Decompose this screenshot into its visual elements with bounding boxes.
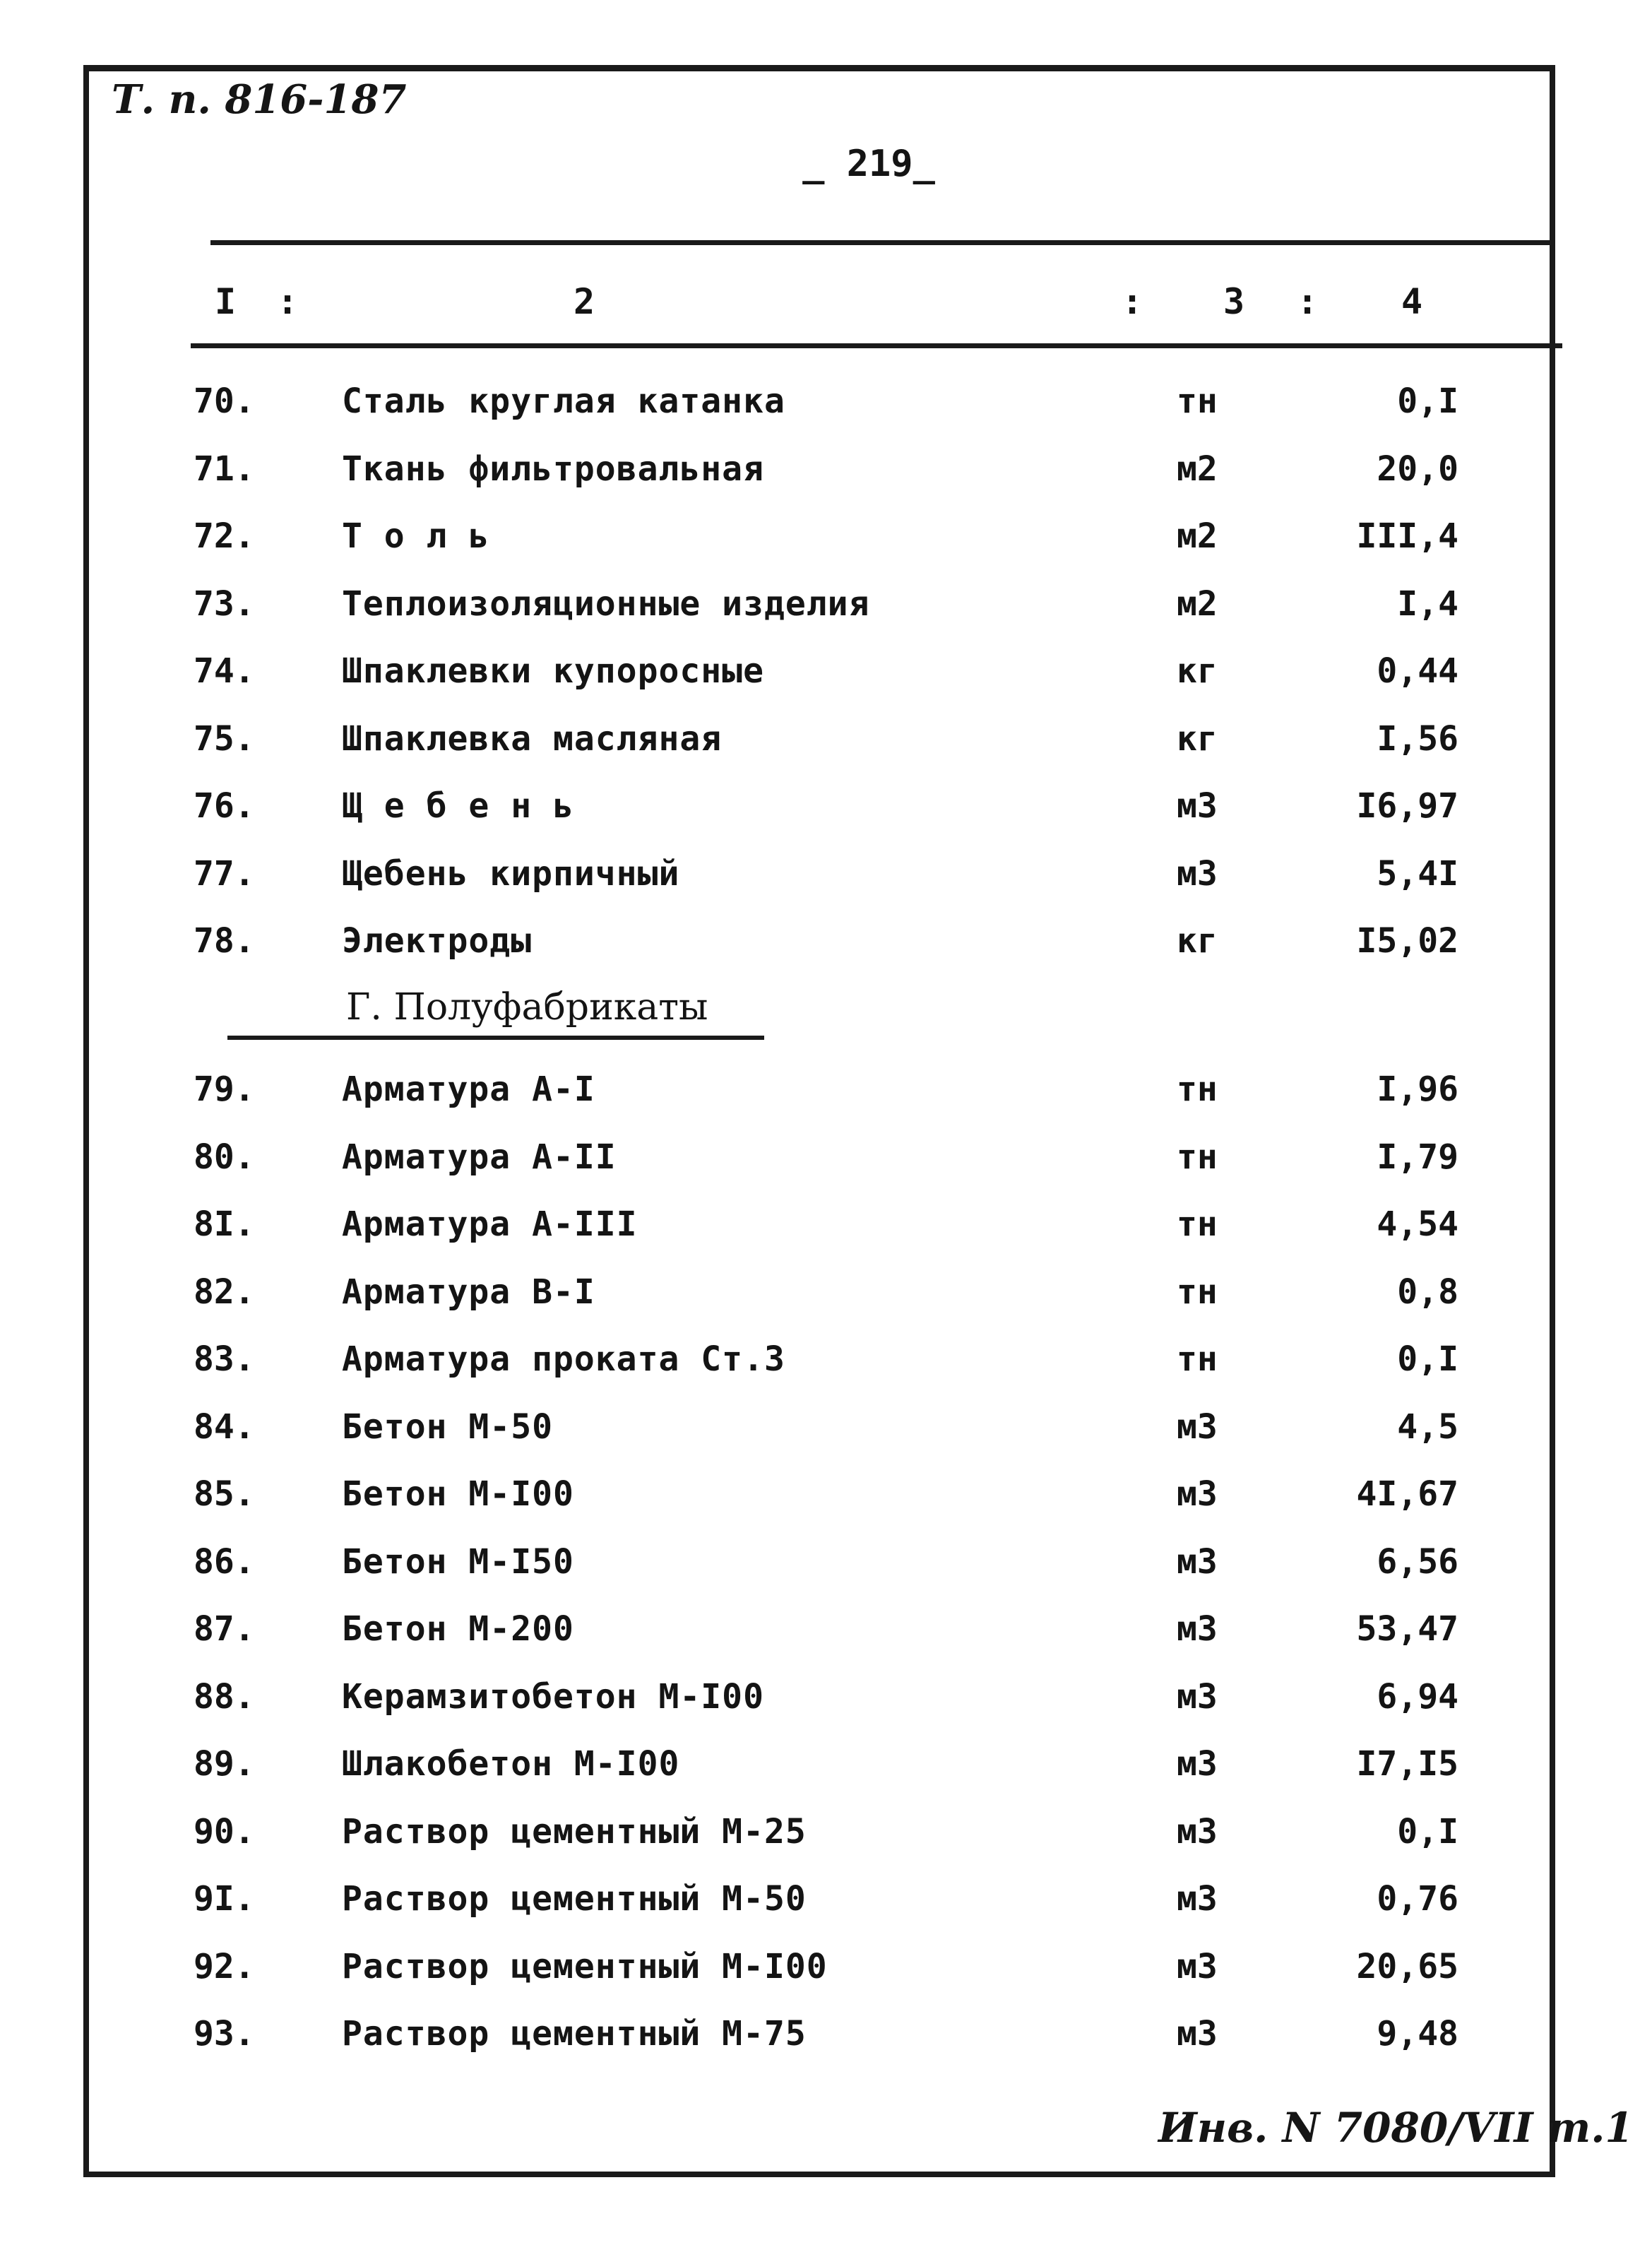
row-unit: м2 — [1177, 584, 1218, 624]
row-unit: м3 — [1177, 1406, 1218, 1447]
row-name: Электроды — [342, 921, 533, 961]
row-name: Бетон М-I50 — [342, 1541, 574, 1582]
row-unit: м3 — [1177, 1474, 1218, 1514]
row-unit: м3 — [1177, 1879, 1218, 1919]
row-quantity: 20,0 — [1377, 449, 1458, 489]
row-name: Теплоизоляционные изделия — [342, 584, 870, 624]
row-name: Керамзитобетон М-I00 — [342, 1676, 764, 1717]
row-unit: м3 — [1177, 786, 1218, 826]
table-row — [0, 584, 1652, 648]
table-row — [0, 1947, 1652, 2010]
row-name: Бетон М-I00 — [342, 1474, 574, 1514]
row-unit: кг — [1177, 718, 1218, 759]
table-row — [0, 1137, 1652, 1201]
row-name: Арматура А-II — [342, 1137, 617, 1177]
section-title: Г. Полуфабрикаты — [346, 986, 708, 1029]
row-number: 72. — [194, 516, 255, 556]
table-row — [0, 1474, 1652, 1538]
row-quantity: I5,02 — [1356, 921, 1458, 961]
row-quantity: 4,5 — [1397, 1406, 1458, 1447]
document-code: Т. п. 816-187 — [112, 76, 407, 123]
row-number: 71. — [194, 449, 255, 489]
col-header-3: 3 — [1223, 281, 1245, 322]
row-unit: м3 — [1177, 853, 1218, 894]
row-name: Арматура В-I — [342, 1272, 595, 1312]
table-row — [0, 1879, 1652, 1943]
row-number: 84. — [194, 1406, 255, 1447]
row-number: 73. — [194, 584, 255, 624]
row-name: Шпаклевка масляная — [342, 718, 723, 759]
row-quantity: 9,48 — [1377, 2014, 1458, 2054]
table-row — [0, 651, 1652, 715]
row-name: Бетон М-50 — [342, 1406, 553, 1447]
table-row — [0, 381, 1652, 445]
table-row — [0, 1070, 1652, 1133]
row-number: 92. — [194, 1946, 255, 1986]
row-quantity: I,79 — [1377, 1137, 1458, 1177]
row-quantity: 0,76 — [1377, 1879, 1458, 1919]
table-row — [0, 786, 1652, 850]
row-number: 90. — [194, 1811, 255, 1852]
row-unit: м3 — [1177, 2014, 1218, 2054]
table-row — [0, 1272, 1652, 1336]
row-number: 88. — [194, 1676, 255, 1717]
table-row — [0, 719, 1652, 783]
table-row — [0, 516, 1652, 580]
row-number: 9I. — [194, 1879, 255, 1919]
table-row — [0, 921, 1652, 985]
table-header-rule — [191, 343, 1562, 348]
row-quantity: 4,54 — [1377, 1204, 1458, 1244]
row-unit: тн — [1177, 1070, 1218, 1109]
row-quantity: I,96 — [1377, 1070, 1458, 1109]
row-name: Сталь круглая катанка — [342, 381, 785, 421]
row-quantity: 53,47 — [1356, 1609, 1458, 1649]
row-number: 74. — [194, 651, 255, 691]
row-quantity: 6,94 — [1377, 1676, 1458, 1717]
row-number: 80. — [194, 1137, 255, 1177]
row-name: Ткань фильтровальная — [342, 449, 764, 489]
row-unit: кг — [1177, 921, 1218, 961]
row-unit: м2 — [1177, 516, 1218, 556]
section-underline — [227, 1036, 764, 1040]
col-separator: : — [1122, 281, 1143, 322]
row-number: 83. — [194, 1339, 255, 1379]
row-unit: м3 — [1177, 1744, 1218, 1784]
row-unit: тн — [1177, 1272, 1218, 1312]
row-quantity: 6,56 — [1377, 1541, 1458, 1582]
table-row — [0, 1407, 1652, 1471]
row-quantity: 0,I — [1397, 1811, 1458, 1852]
row-unit: тн — [1177, 1339, 1218, 1379]
row-unit: м3 — [1177, 1946, 1218, 1986]
row-number: 70. — [194, 381, 255, 421]
table-row — [0, 1339, 1652, 1403]
table-row — [0, 2014, 1652, 2078]
table-row — [0, 1744, 1652, 1808]
row-quantity: 0,I — [1397, 1339, 1458, 1379]
row-name: Щебень кирпичный — [342, 853, 680, 894]
row-unit: м2 — [1177, 449, 1218, 489]
row-name: Бетон М-200 — [342, 1609, 574, 1649]
row-name: Шлакобетон М-I00 — [342, 1744, 680, 1784]
row-number: 75. — [194, 718, 255, 759]
row-unit: тн — [1177, 1137, 1218, 1177]
row-number: 76. — [194, 786, 255, 826]
col-separator: : — [1297, 281, 1319, 322]
row-quantity: 5,4I — [1377, 853, 1458, 894]
row-quantity: I7,I5 — [1356, 1744, 1458, 1784]
table-row — [0, 1812, 1652, 1876]
row-number: 85. — [194, 1474, 255, 1514]
row-quantity: III,4 — [1356, 516, 1458, 556]
row-unit: тн — [1177, 1204, 1218, 1244]
row-number: 89. — [194, 1744, 255, 1784]
row-number: 86. — [194, 1541, 255, 1582]
row-unit: м3 — [1177, 1811, 1218, 1852]
row-quantity: 0,8 — [1397, 1272, 1458, 1312]
row-number: 78. — [194, 921, 255, 961]
table-row — [0, 1204, 1652, 1268]
row-name: Раствор цементный М-50 — [342, 1879, 807, 1919]
row-number: 93. — [194, 2014, 255, 2054]
table-top-rule — [210, 240, 1555, 245]
col-separator: : — [277, 281, 299, 322]
row-unit: м3 — [1177, 1676, 1218, 1717]
col-header-1: I — [215, 281, 237, 322]
row-number: 79. — [194, 1070, 255, 1109]
row-quantity: I6,97 — [1356, 786, 1458, 826]
table-row — [0, 1542, 1652, 1606]
row-name: Раствор цементный М-25 — [342, 1811, 807, 1852]
row-quantity: 0,44 — [1377, 651, 1458, 691]
row-unit: тн — [1177, 381, 1218, 421]
inventory-note: Инв. N 7080/VII т.1 — [1158, 2104, 1634, 2152]
row-quantity: 20,65 — [1356, 1946, 1458, 1986]
page-number: _ 219_ — [802, 143, 935, 185]
col-header-4: 4 — [1401, 281, 1423, 322]
row-name: Арматура проката Ст.3 — [342, 1339, 785, 1379]
row-quantity: I,56 — [1377, 718, 1458, 759]
row-name: Арматура А-III — [342, 1204, 638, 1244]
row-number: 82. — [194, 1272, 255, 1312]
row-unit: м3 — [1177, 1541, 1218, 1582]
col-header-2: 2 — [574, 281, 595, 322]
table-row — [0, 1677, 1652, 1741]
row-number: 87. — [194, 1609, 255, 1649]
row-name: Раствор цементный М-75 — [342, 2014, 807, 2054]
row-name: Т о л ь — [342, 516, 490, 556]
row-unit: кг — [1177, 651, 1218, 691]
row-unit: м3 — [1177, 1609, 1218, 1649]
table-row — [0, 854, 1652, 918]
row-name: Щ е б е н ь — [342, 786, 574, 826]
table-row — [0, 1609, 1652, 1673]
row-name: Арматура А-I — [342, 1070, 595, 1109]
row-quantity: 4I,67 — [1356, 1474, 1458, 1514]
row-name: Раствор цементный М-I00 — [342, 1946, 828, 1986]
row-number: 8I. — [194, 1204, 255, 1244]
row-quantity: 0,I — [1397, 381, 1458, 421]
table-row — [0, 449, 1652, 513]
row-quantity: I,4 — [1397, 584, 1458, 624]
row-name: Шпаклевки купоросные — [342, 651, 764, 691]
row-number: 77. — [194, 853, 255, 894]
